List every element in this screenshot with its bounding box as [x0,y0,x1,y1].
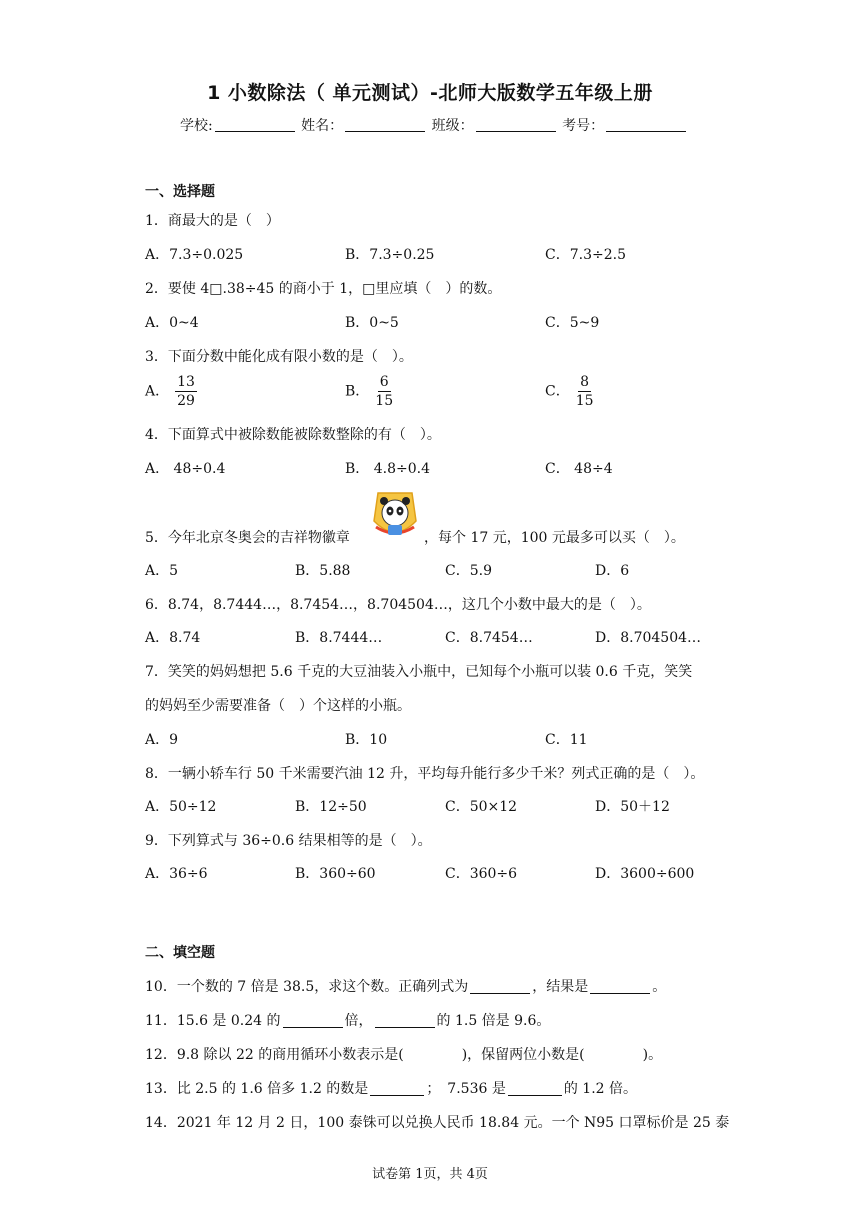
question-14: 14．2021 年 12 月 2 日，100 泰铢可以兑换人民币 18.84 元。一个 N95 口罩标价是 25 泰 [145,1115,730,1131]
q4-option-b: B． 4.8÷0.4 [345,461,430,477]
q2-option-b: B．0~5 [345,315,399,331]
name-blank [345,117,425,132]
q8-option-b: B．12÷50 [295,799,367,815]
question-12 [145,1044,662,1064]
q5-option-a: A．5 [145,563,179,579]
exam-no-label: 考号： [562,118,605,134]
q6-option-a: A．8.74 [145,630,201,646]
exam-no-blank [606,117,686,132]
mascot-badge-image [368,487,422,543]
question-11 [145,1010,550,1030]
q10-text-1: 10．一个数的 7 倍是 38.5，求这个数。正确列式为 [145,979,469,995]
q13-answer-blank-2[interactable] [508,1081,562,1096]
q8-option-d: D．50＋12 [595,799,670,815]
q5-option-c: C．5.9 [445,563,492,579]
class-label: 班级： [431,118,474,134]
question-7-line2: 的妈妈至少需要准备（ ）个这样的小瓶。 [145,698,411,714]
q8-option-a: A．50÷12 [145,799,217,815]
q10-text-3: 。 [652,979,667,995]
q3-c-numerator: 8 [580,374,590,390]
q12-text-2: )，保留两位小数是( [461,1047,585,1063]
q11-text-2: 倍， [344,1013,373,1029]
q12-text-3: )。 [642,1047,663,1063]
school-label: 学校: [180,118,213,134]
q11-answer-blank-1[interactable] [283,1013,343,1028]
q10-text-2: ，结果是 [532,979,589,995]
q11-answer-blank-2[interactable] [375,1013,435,1028]
question-1: 1．商最大的是（ ） [145,213,280,229]
q3-c-label: C． [545,383,570,400]
q4-option-a: A． 48÷0.4 [145,461,226,477]
page-footer: 试卷第 1页，共 4页 [372,1167,488,1182]
q9-option-a: A．36÷6 [145,866,208,882]
section-heading-fill-blank: 二、填空题 [145,945,215,961]
section-heading-choice: 一、选择题 [145,184,215,200]
q13-text-3: 的 1.2 倍。 [563,1081,638,1097]
q3-a-denominator: 29 [177,393,195,409]
q11-text-3: 的 1.5 倍是 9.6。 [436,1013,551,1029]
q9-option-b: B．360÷60 [295,866,376,882]
q12-text-1: 12．9.8 除以 22 的商用循环小数表示是( [145,1047,404,1063]
q2-option-c: C．5~9 [545,315,600,331]
name-label: 姓名： [301,118,344,134]
q2-option-a: A．0~4 [145,315,199,331]
q3-option-a [145,373,197,410]
question-2: 2．要使 4□.38÷45 的商小于 1，□里应填（ ）的数。 [145,281,502,297]
q3-option-b [345,373,393,410]
q10-answer-blank-1[interactable] [470,979,530,994]
q3-c-fraction [576,373,594,410]
q1-option-b: B．7.3÷0.25 [345,247,435,263]
q3-c-denominator: 15 [575,393,594,409]
q8-option-c: C．50×12 [445,799,518,815]
q10-answer-blank-2[interactable] [590,979,650,994]
question-5-part1: 5．今年北京冬奥会的吉祥物徽章 [145,530,350,546]
q6-option-c: C．8.7454… [445,630,533,646]
q13-text-2: ； 7.536 是 [426,1081,506,1097]
q1-option-c: C．7.3÷2.5 [545,247,626,263]
page-title: 1 小数除法（ 单元测试）-北师大版数学五年级上册 [207,82,653,104]
q6-option-d: D．8.704504… [595,630,702,646]
q3-b-denominator: 15 [375,393,394,409]
class-blank [476,117,556,132]
q7-option-c: C．11 [545,732,588,748]
q13-answer-blank-1[interactable] [370,1081,424,1096]
q5-option-b: B．5.88 [295,563,351,579]
q3-a-fraction [175,373,197,410]
question-3: 3．下面分数中能化成有限小数的是（ ）。 [145,349,413,365]
question-13 [145,1078,637,1098]
q3-b-fraction [375,373,393,410]
question-7-line1: 7．笑笑的妈妈想把 5.6 千克的大豆油装入小瓶中，已知每个小瓶可以装 0.6 千克，笑笑 [145,664,693,680]
q4-option-c: C． 48÷4 [545,461,613,477]
q7-option-b: B．10 [345,732,388,748]
question-10 [145,976,666,996]
question-4: 4．下面算式中被除数能被除数整除的有（ ）。 [145,427,441,443]
q13-text-1: 13．比 2.5 的 1.6 倍多 1.2 的数是 [145,1081,369,1097]
q9-option-d: D．3600÷600 [595,866,695,882]
q1-option-a: A．7.3÷0.025 [145,247,244,263]
school-blank [215,117,295,132]
q7-option-a: A．9 [145,732,179,748]
q3-b-numerator: 6 [379,374,389,390]
question-5-part2: ，每个 17 元，100 元最多可以买（ ）。 [424,530,685,546]
q6-option-b: B．8.7444… [295,630,383,646]
question-8: 8．一辆小轿车行 50 千米需要汽油 12 升，平均每升能行多少千米？列式正确的是（ ）。 [145,766,705,782]
q11-text-1: 11．15.6 是 0.24 的 [145,1013,281,1029]
question-6: 6．8.74，8.7444…，8.7454…，8.704504…，这几个小数中最大的是（ ）。 [145,597,651,613]
q5-option-d: D．6 [595,563,630,579]
q3-option-c [545,373,594,410]
q3-a-numerator: 13 [177,374,195,390]
q3-a-label: A． [145,383,170,400]
q9-option-c: C．360÷6 [445,866,518,882]
q3-b-label: B． [345,383,370,400]
question-9: 9．下列算式与 36÷0.6 结果相等的是（ ）。 [145,833,432,849]
student-info-line [180,115,688,135]
